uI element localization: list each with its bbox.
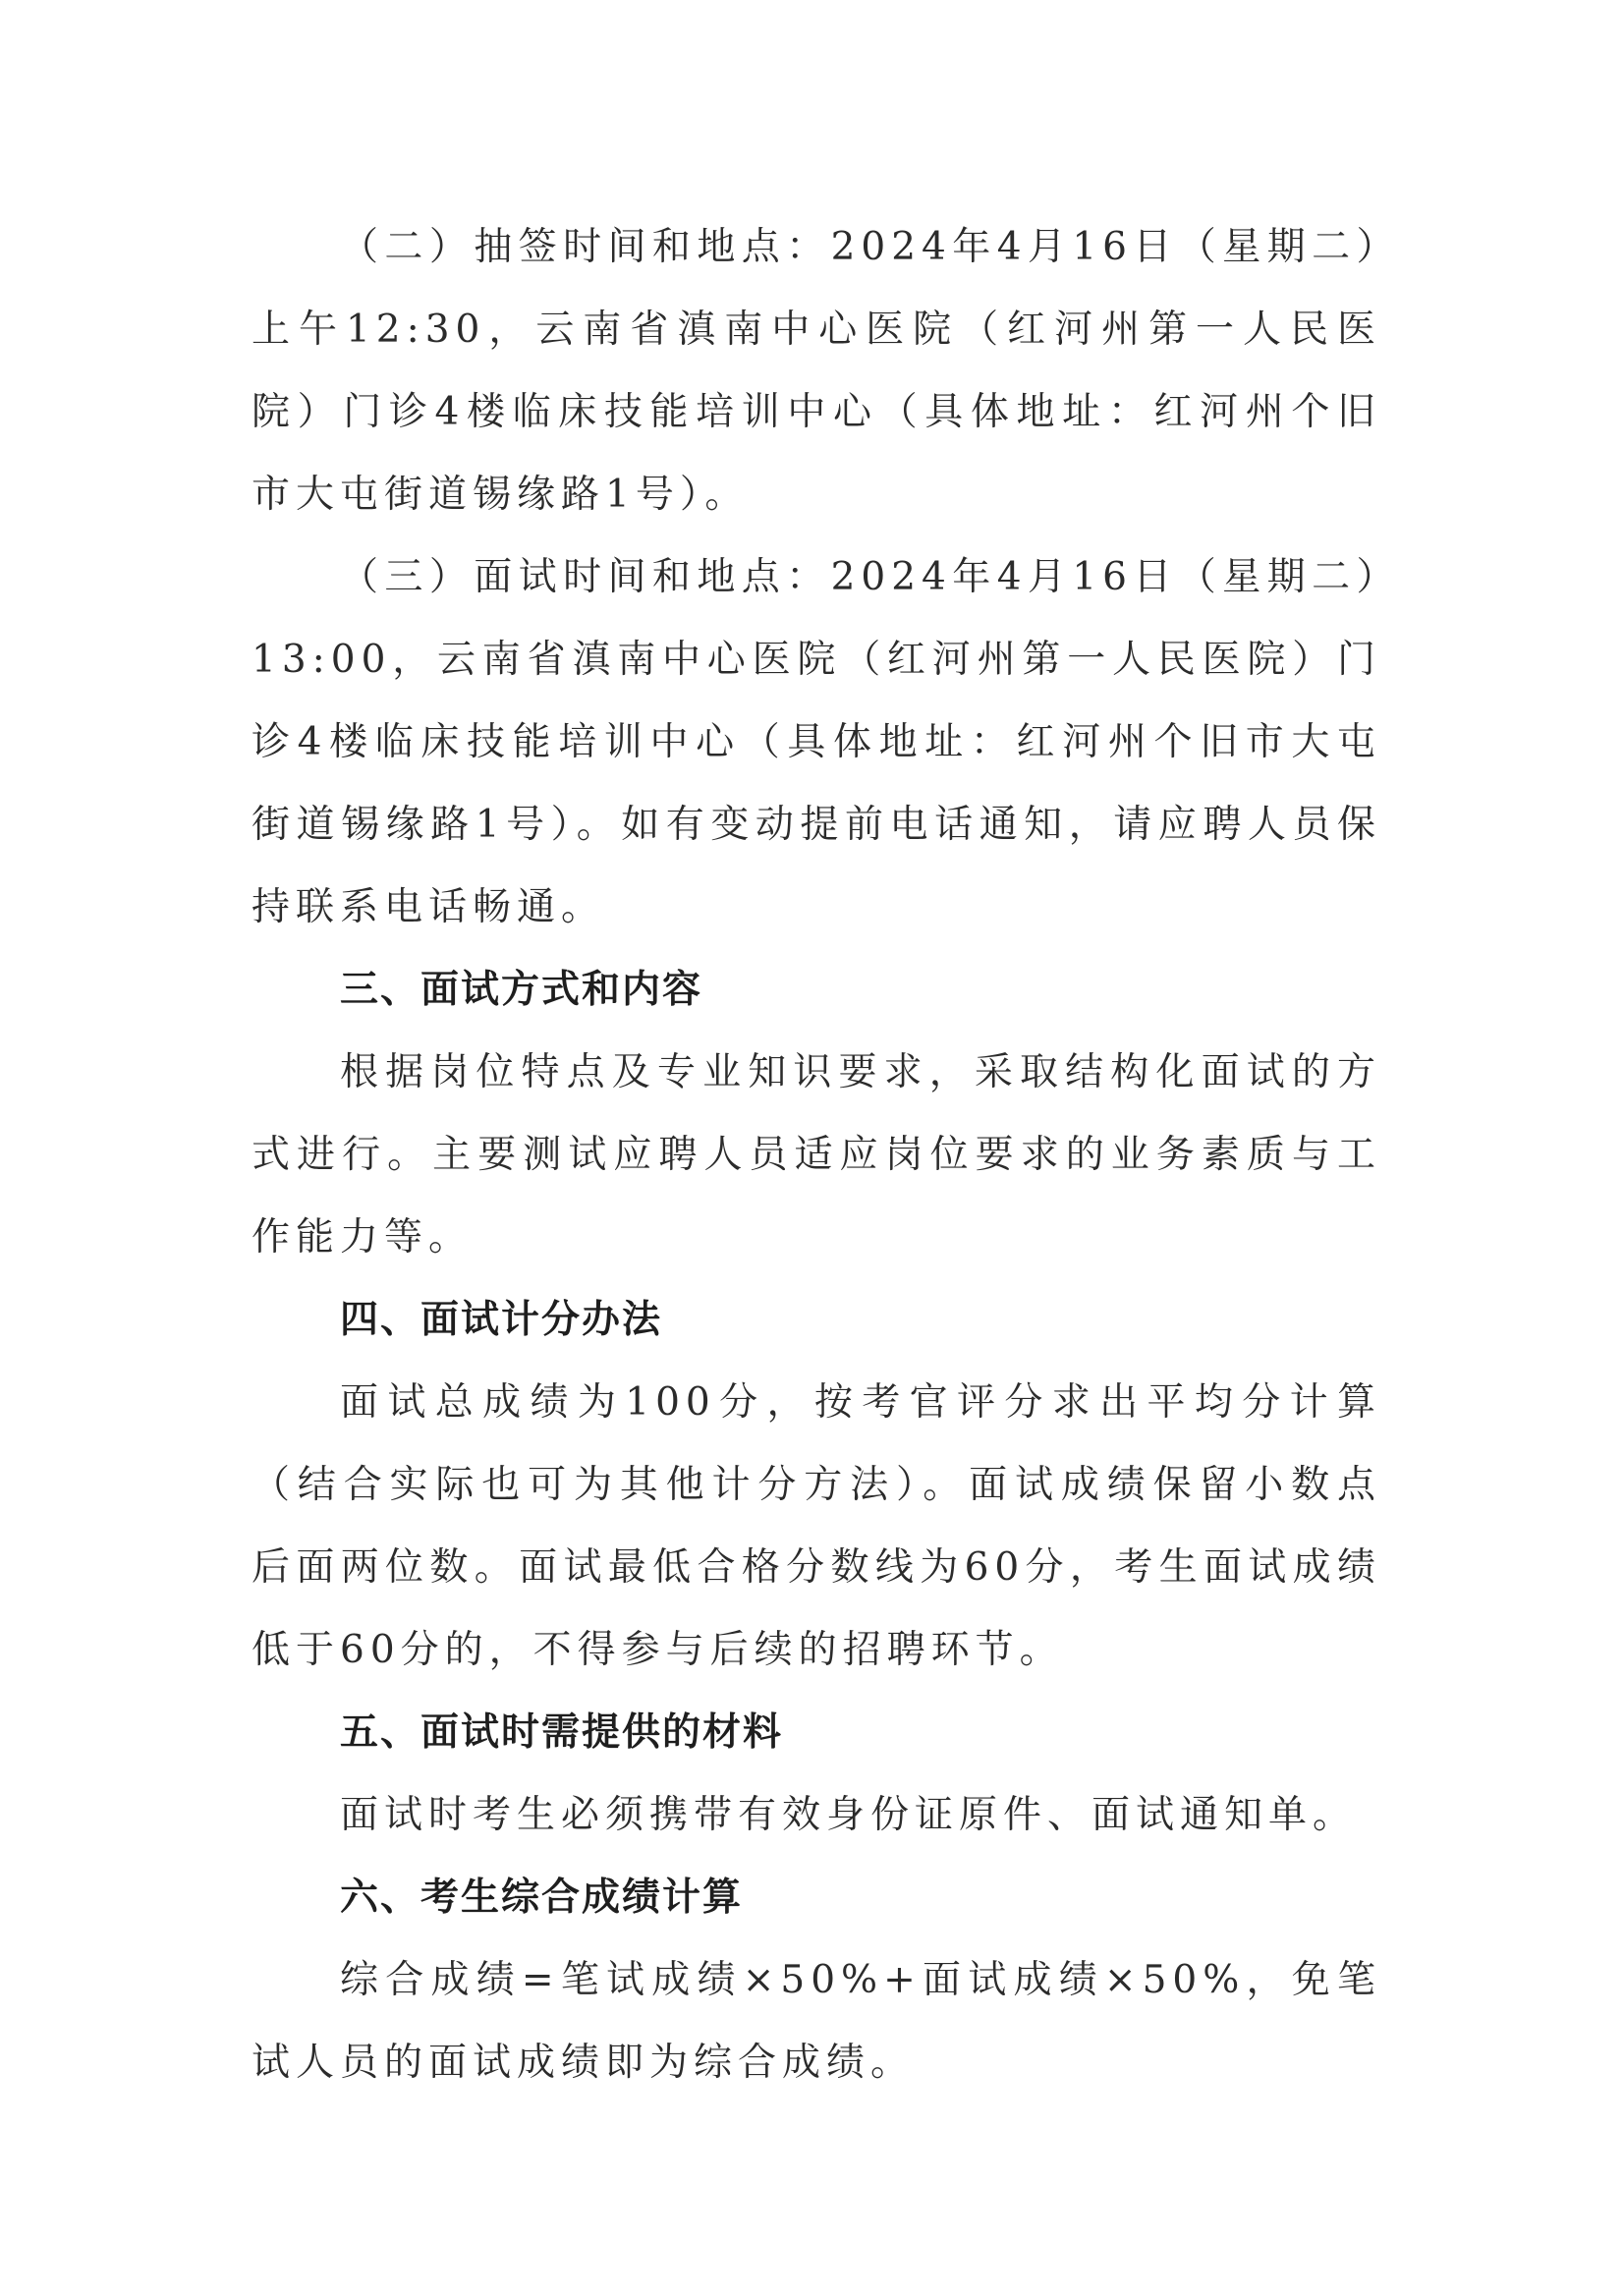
paragraph-lottery-time-place: （二）抽签时间和地点：2024年4月16日（星期二）上午12:30，云南省滇南中心医院（红河州第一人民医院）门诊4楼临床技能培训中心（具体地址：红河州个旧市大屯街道锡缘路1号）。 [252, 225, 1381, 517]
heading-overall-score: 六、考生综合成绩计算 [340, 1876, 744, 1920]
paragraph-overall-score: 综合成绩=笔试成绩×50%+面试成绩×50%，免笔试人员的面试成绩即为综合成绩。 [252, 1958, 1381, 2085]
document-body [252, 206, 1381, 2104]
paragraph-interview-time-place: （三）面试时间和地点：2024年4月16日（星期二）13:00，云南省滇南中心医院（红河州第一人民医院）门诊4楼临床技能培训中心（具体地址：红河州个旧市大屯街道锡缘路1号）。如有变动提前电话通知，请应聘人员保持联系电话畅通。 [252, 555, 1381, 929]
paragraph-interview-method: 根据岗位特点及专业知识要求，采取结构化面试的方式进行。主要测试应聘人员适应岗位要求的业务素质与工作能力等。 [252, 1050, 1381, 1260]
paragraph-scoring-method: 面试总成绩为100分，按考官评分求出平均分计算（结合实际也可为其他计分方法）。面试成绩保留小数点后面两位数。面试最低合格分数线为60分，考生面试成绩低于60分的，不得参与后续的招聘环节。 [252, 1380, 1381, 1672]
paragraph-required-materials: 面试时考生必须携带有效身份证原件、面试通知单。 [340, 1793, 1358, 1837]
heading-scoring-method: 四、面试计分办法 [340, 1298, 663, 1342]
heading-interview-method: 三、面试方式和内容 [340, 968, 703, 1012]
heading-required-materials: 五、面试时需提供的材料 [340, 1710, 784, 1755]
